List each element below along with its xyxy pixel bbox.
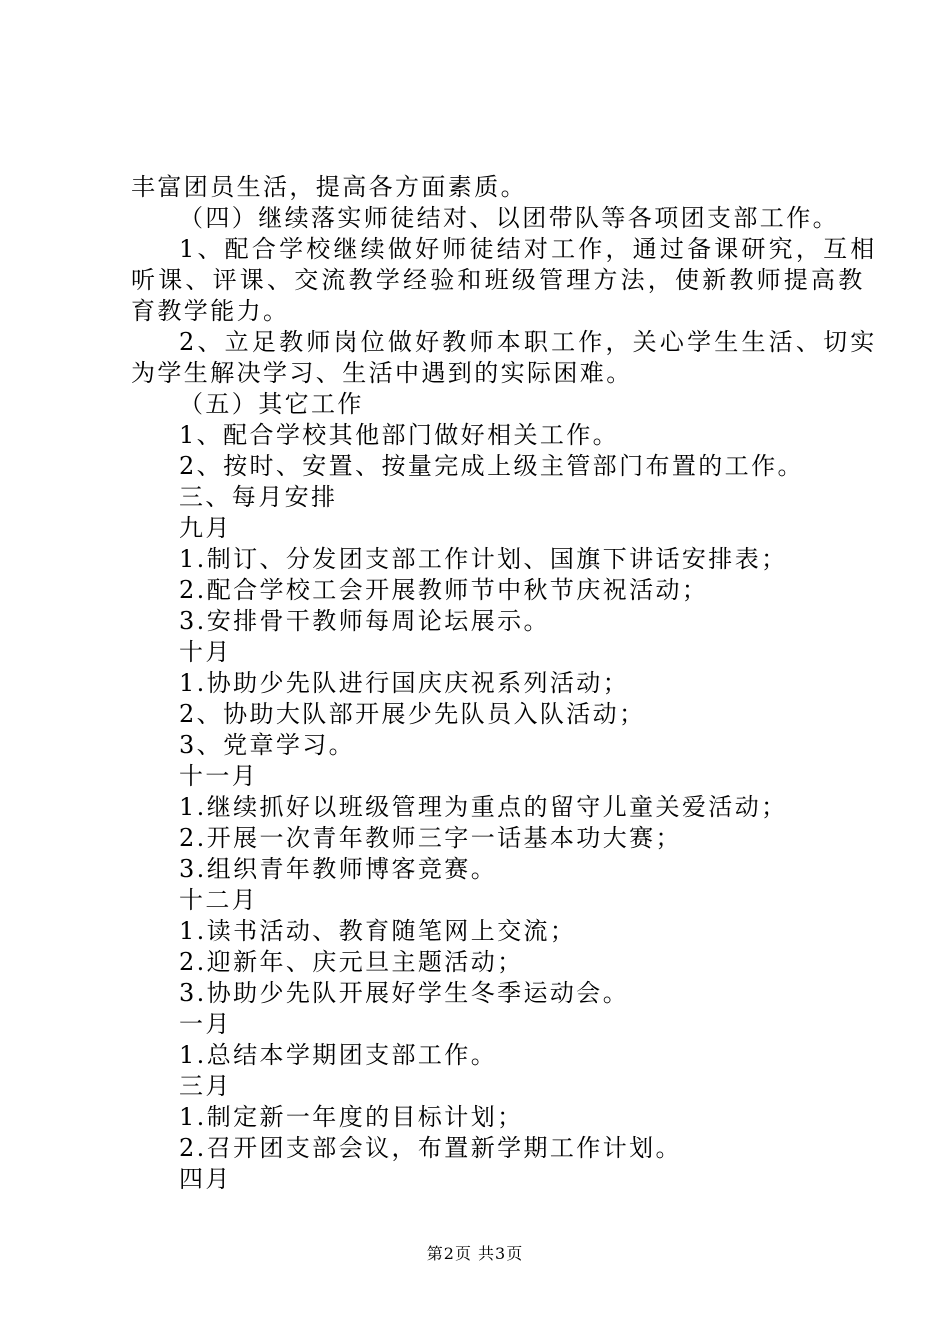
month-heading: 十月 [179, 638, 232, 666]
list-item: 1.读书活动、教育随笔网上交流； [179, 917, 577, 945]
text-line: 听课、评课、交流教学经验和班级管理方法，使新教师提高教 [131, 266, 866, 294]
list-item: 1.协助少先队进行国庆庆祝系列活动； [179, 669, 630, 697]
list-item: 2、协助大队部开展少先队员入队活动； [179, 700, 646, 728]
text-line: 育教学能力。 [131, 297, 290, 325]
document-body [131, 172, 878, 1195]
list-item: 1.制订、分发团支部工作计划、国旗下讲话安排表； [179, 545, 788, 573]
month-heading: 九月 [179, 514, 232, 542]
section-heading: （五）其它工作 [179, 390, 364, 418]
list-item: 2.召开团支部会议，布置新学期工作计划。 [179, 1134, 682, 1162]
text-line: 2、按时、安置、按量完成上级主管部门布置的工作。 [179, 452, 804, 480]
text-line: 1、配合学校继续做好师徒结对工作，通过备课研究，互相 [179, 235, 878, 263]
list-item: 1.总结本学期团支部工作。 [179, 1041, 498, 1069]
month-heading: 十一月 [179, 762, 259, 790]
list-item: 3、党章学习。 [179, 731, 356, 759]
list-item: 1.继续抓好以班级管理为重点的留守儿童关爱活动； [179, 793, 788, 821]
list-item: 2.配合学校工会开展教师节中秋节庆祝活动； [179, 576, 709, 604]
month-heading: 四月 [179, 1165, 232, 1193]
list-item: 3.安排骨干教师每周论坛展示。 [179, 607, 550, 635]
section-heading: 三、每月安排 [179, 483, 338, 511]
month-heading: 一月 [179, 1010, 232, 1038]
list-item: 1.制定新一年度的目标计划； [179, 1103, 524, 1131]
text-line: 为学生解决学习、生活中遇到的实际困难。 [131, 359, 633, 387]
section-heading: （四）继续落实师徒结对、以团带队等各项团支部工作。 [179, 204, 839, 232]
text-line: 丰富团员生活，提高各方面素质。 [131, 173, 527, 201]
text-line: 1、配合学校其他部门做好相关工作。 [179, 421, 620, 449]
list-item: 2.迎新年、庆元旦主题活动； [179, 948, 524, 976]
list-item: 3.协助少先队开展好学生冬季运动会。 [179, 979, 630, 1007]
text-line: 2、立足教师岗位做好教师本职工作，关心学生生活、切实 [179, 328, 878, 356]
page-number-footer: 第2页 共3页 [426, 1244, 524, 1263]
month-heading: 十二月 [179, 886, 259, 914]
list-item: 3.组织青年教师博客竞赛。 [179, 855, 498, 883]
list-item: 2.开展一次青年教师三字一话基本功大赛； [179, 824, 682, 852]
month-heading: 三月 [179, 1072, 232, 1100]
